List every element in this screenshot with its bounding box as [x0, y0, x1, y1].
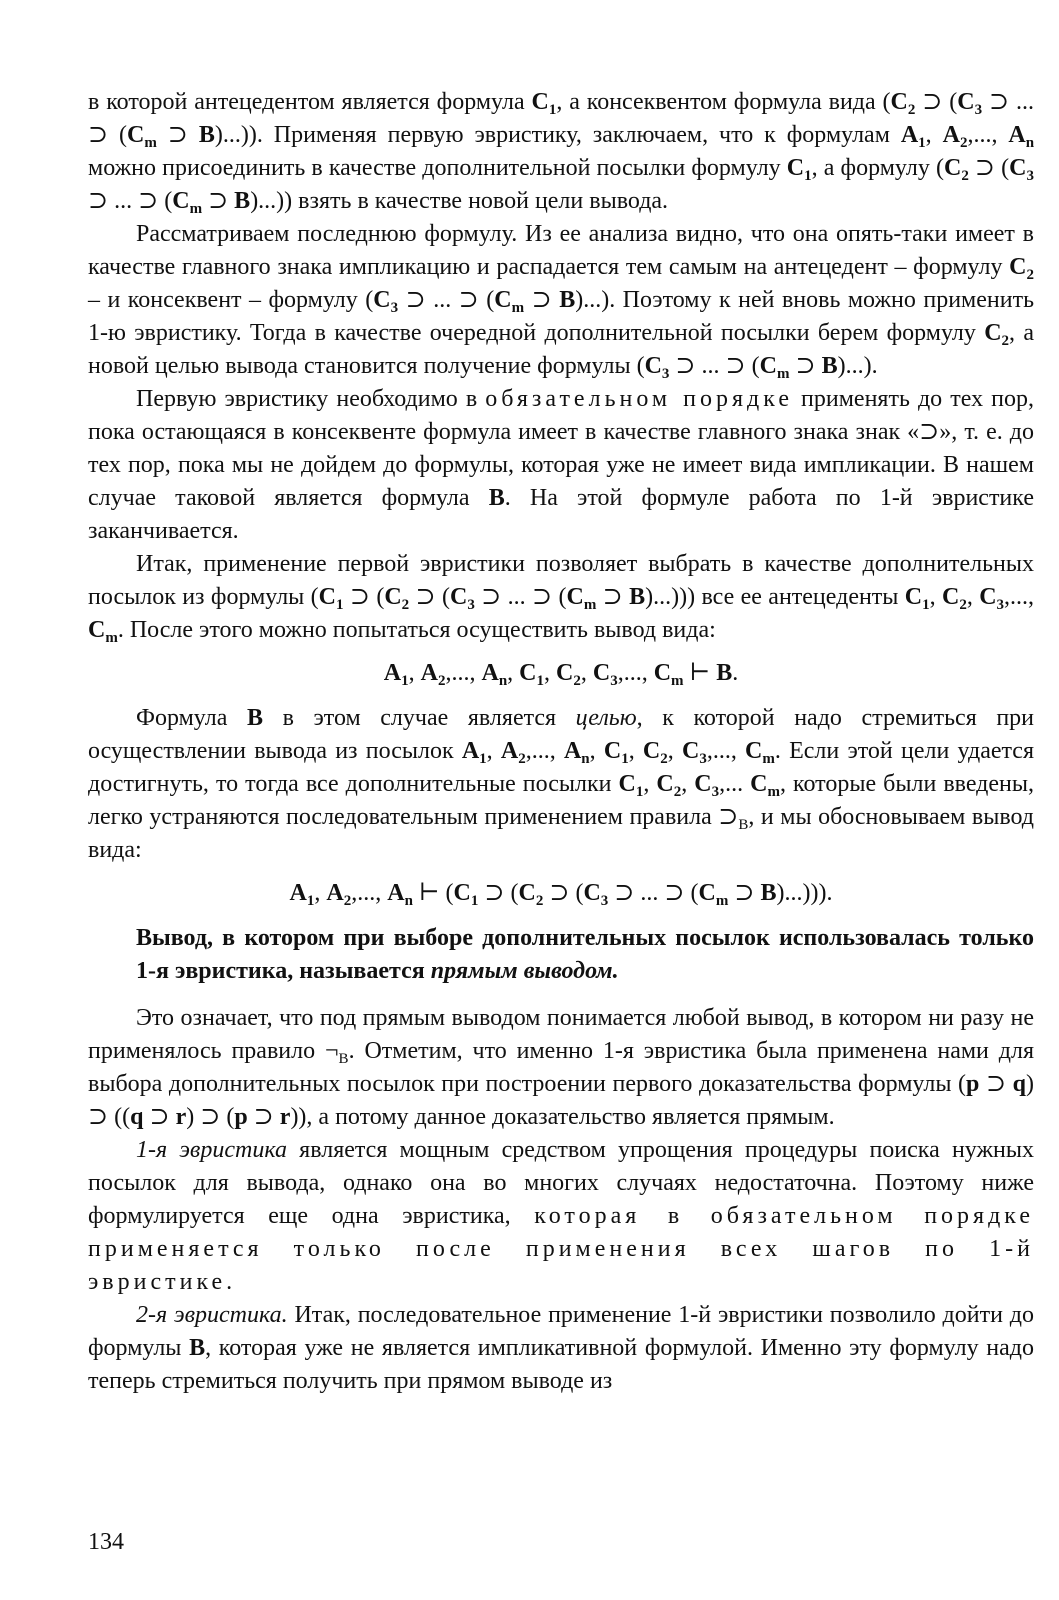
- text-run: Итак, последовательное применение 1-й эвристики позволило дойти до формулы: [88, 1302, 1034, 1361]
- text-run: , а формулу: [811, 155, 930, 181]
- text-run: в которой антецедентом является формула: [88, 89, 525, 115]
- text-run: Формула: [136, 705, 228, 731]
- italic-term: прямым выводом.: [430, 958, 619, 984]
- text-run: , а консеквентом формула вида: [556, 89, 876, 115]
- text-run: Это означает, что под прямым выводом понимается любой вывод, в котором ни разу не применялось правило ¬: [88, 1005, 1034, 1064]
- italic-term: 2-я эвристика.: [136, 1302, 288, 1328]
- text-run: – и консеквент – формулу: [88, 287, 358, 313]
- text-run: . После этого можно попытаться осуществить вывод вида:: [117, 617, 716, 643]
- text-run: . Отметим, что именно 1-я эвристика была применена нами для выбора дополнительных посылок при построении первого доказательства формулы: [88, 1038, 1034, 1097]
- text-run: . Если этой цели удается достигнуть, то тогда все дополнительные посылки: [88, 738, 1034, 797]
- paragraph-8: 2-я эвристика. Итак, последовательное применение 1-й эвристики позволило дойти до формулы B, которая уже не является импликативной формулой. Именно эту формулу надо теперь стремиться получить при прямом выводе из: [88, 1302, 1035, 1394]
- paragraph-6: Это означает, что под прямым выводом понимается любой вывод, в котором ни разу не применялось правило $\neg_В$. Отметим, что именно 1-я эвристика была применена нами для выбора дополнительных посылок при построении первого доказательства формулы (p ⊃ q) ⊃ ((q ⊃ r) ⊃ (p ⊃ r)), а потому данное доказательство является прямым.: [88, 1005, 1035, 1130]
- paragraph-7: [88, 1134, 1034, 1299]
- formula-1: $A_1$, $A_2$,..., $A_n$, $C_1$, $C_2$, $C_3$,..., $C_m$ ⊢ B.: [383, 660, 739, 689]
- text-run: применять до тех пор, пока остающаяся в консеквенте формула имеет в качестве главного знака знак «⊃», т. е. до тех пор, пока мы не дойдем до формулы, которая уже не имеет вида импликации. В нашем случае таковой является формула: [88, 386, 1034, 511]
- text-run: . Поэтому к ней вновь можно применить 1-ю эвристику. Тогда в качестве очередной дополнительной посылки берем формулу: [88, 287, 1035, 346]
- text-run: , которые были введены, легко устраняются последовательным применением правила ⊃: [88, 771, 1035, 830]
- page-body: [88, 86, 1034, 1398]
- text-run: в этом случае является: [282, 705, 557, 731]
- text-run: Первую эвристику необходимо в: [136, 386, 478, 412]
- spaced-text: обязательном порядке: [485, 386, 793, 412]
- page-number: 134: [88, 1529, 124, 1555]
- text-run: является мощным средством упрощения процедуры поиска нужных посылок для вывода, однако она во многих случаях недостаточна. Поэтому ниже формулируется еще одна эвристика,: [88, 1137, 1035, 1229]
- text-run: Рассматриваем последнюю формулу. Из ее анализа видно, что она опять-таки имеет в качестве главного знака импликацию и распадается тем самым на антецедент – формулу: [88, 221, 1034, 280]
- text-run: можно присоединить в качестве дополнительной посылки формулу: [88, 155, 781, 181]
- formula-2: $A_1$, $A_2$,..., $A_n$ ⊢ ($C_1$ ⊃ ($C_2$ ⊃ ($C_3$ ⊃ ... ⊃ ($C_m$ ⊃ B)...))).: [289, 880, 833, 909]
- paragraph-2: Рассматриваем последнюю формулу. Из ее анализа видно, что она опять-таки имеет в качестве главного знака импликацию и распадается тем самым на антецедент – формулу $C_2$ – и консеквент – формулу ($C_3$ ⊃ ... ⊃ ($C_m$ ⊃ B)...). Поэтому к ней вновь можно применить 1-ю эвристику. Тогда в качестве очередной дополнительной посылки берем формулу $C_2$, а новой целью вывода становится получение формулы ($C_3$ ⊃ ... ⊃ ($C_m$ ⊃ B)...).: [88, 221, 1035, 382]
- spaced-text: которая в обязательном порядке применяется только после применения всех шагов по 1-й эвристике.: [88, 1203, 1035, 1295]
- text-run: Применяя первую эвристику, заключаем, что к формулам: [273, 122, 890, 148]
- text-run: , которая уже не является импликативной формулой. Именно эту формулу надо теперь стремиться получить при прямом выводе из: [88, 1335, 1035, 1394]
- text-run: взять в качестве новой цели вывода.: [298, 188, 669, 214]
- text-run: , и мы обосновываем вывод вида:: [88, 804, 1035, 863]
- definition-rule: [136, 922, 1034, 988]
- text-run: Вывод, в котором при выборе дополнительных посылок использовалась только 1-я эвристика, называется: [136, 925, 1034, 984]
- text-run: . На этой формуле работа по 1-й эвристике заканчивается.: [88, 485, 1034, 544]
- text-run: Итак, применение первой эвристики позволяет выбрать в качестве дополнительных посылок из формулы: [88, 551, 1034, 610]
- paragraph-3: Первую эвристику необходимо в обязательном порядке применять до тех пор, пока остающаяся в консеквенте формула имеет в качестве главного знака знак «⊃», т. е. до тех пор, пока мы не дойдем до формулы, которая уже не имеет вида импликации. В нашем случае таковой является формула B. На этой формуле работа по 1-й эвристике заканчивается.: [88, 386, 1034, 544]
- italic-term: 1-я эвристика: [136, 1137, 287, 1163]
- text-run: , а потому данное доказательство является прямым.: [306, 1104, 835, 1130]
- italic-term: целью: [575, 705, 637, 731]
- paragraph-4: Итак, применение первой эвристики позволяет выбрать в качестве дополнительных посылок из формулы ($C_1$ ⊃ ($C_2$ ⊃ ($C_3$ ⊃ ... ⊃ ($C_m$ ⊃ B)...))) все ее антецеденты $C_1$, $C_2$, $C_3$,..., $C_m$. После этого можно попытаться осуществить вывод вида:: [88, 551, 1035, 646]
- paragraph-1: в которой антецедентом является формула $C_1$, а консеквентом формула вида ($C_2$ ⊃ ($C_3$ ⊃ ... ⊃ ($C_m$ ⊃ B)...)). Применяя первую эвристику, заключаем, что к формулам $A_1$, $A_2$,..., $A_n$ можно присоединить в качестве дополнительной посылки формулу $C_1$, а формулу ($C_2$ ⊃ ($C_3$ ⊃ ... ⊃ ($C_m$ ⊃ B)...)) взять в качестве новой цели вывода.: [88, 89, 1035, 217]
- text-run: , а новой целью вывода становится получение формулы: [88, 320, 1035, 379]
- paragraph-5: Формула B в этом случае является целью, к которой надо стремиться при осуществлении вывода из посылок $A_1$, $A_2$,..., $A_n$, $C_1$, $C_2$, $C_3$,..., $C_m$. Если этой цели удается достигнуть, то тогда все дополнительные посылки $C_1$, $C_2$, $C_3$,... $C_m$, которые были введены, легко устраняются последовательным применением правила $⊃_В$, и мы обосновываем вывод вида:: [88, 705, 1035, 863]
- text-run: все ее антецеденты: [701, 584, 899, 610]
- text-run: , к которой надо стремиться при осуществлении вывода из посылок: [88, 705, 1035, 764]
